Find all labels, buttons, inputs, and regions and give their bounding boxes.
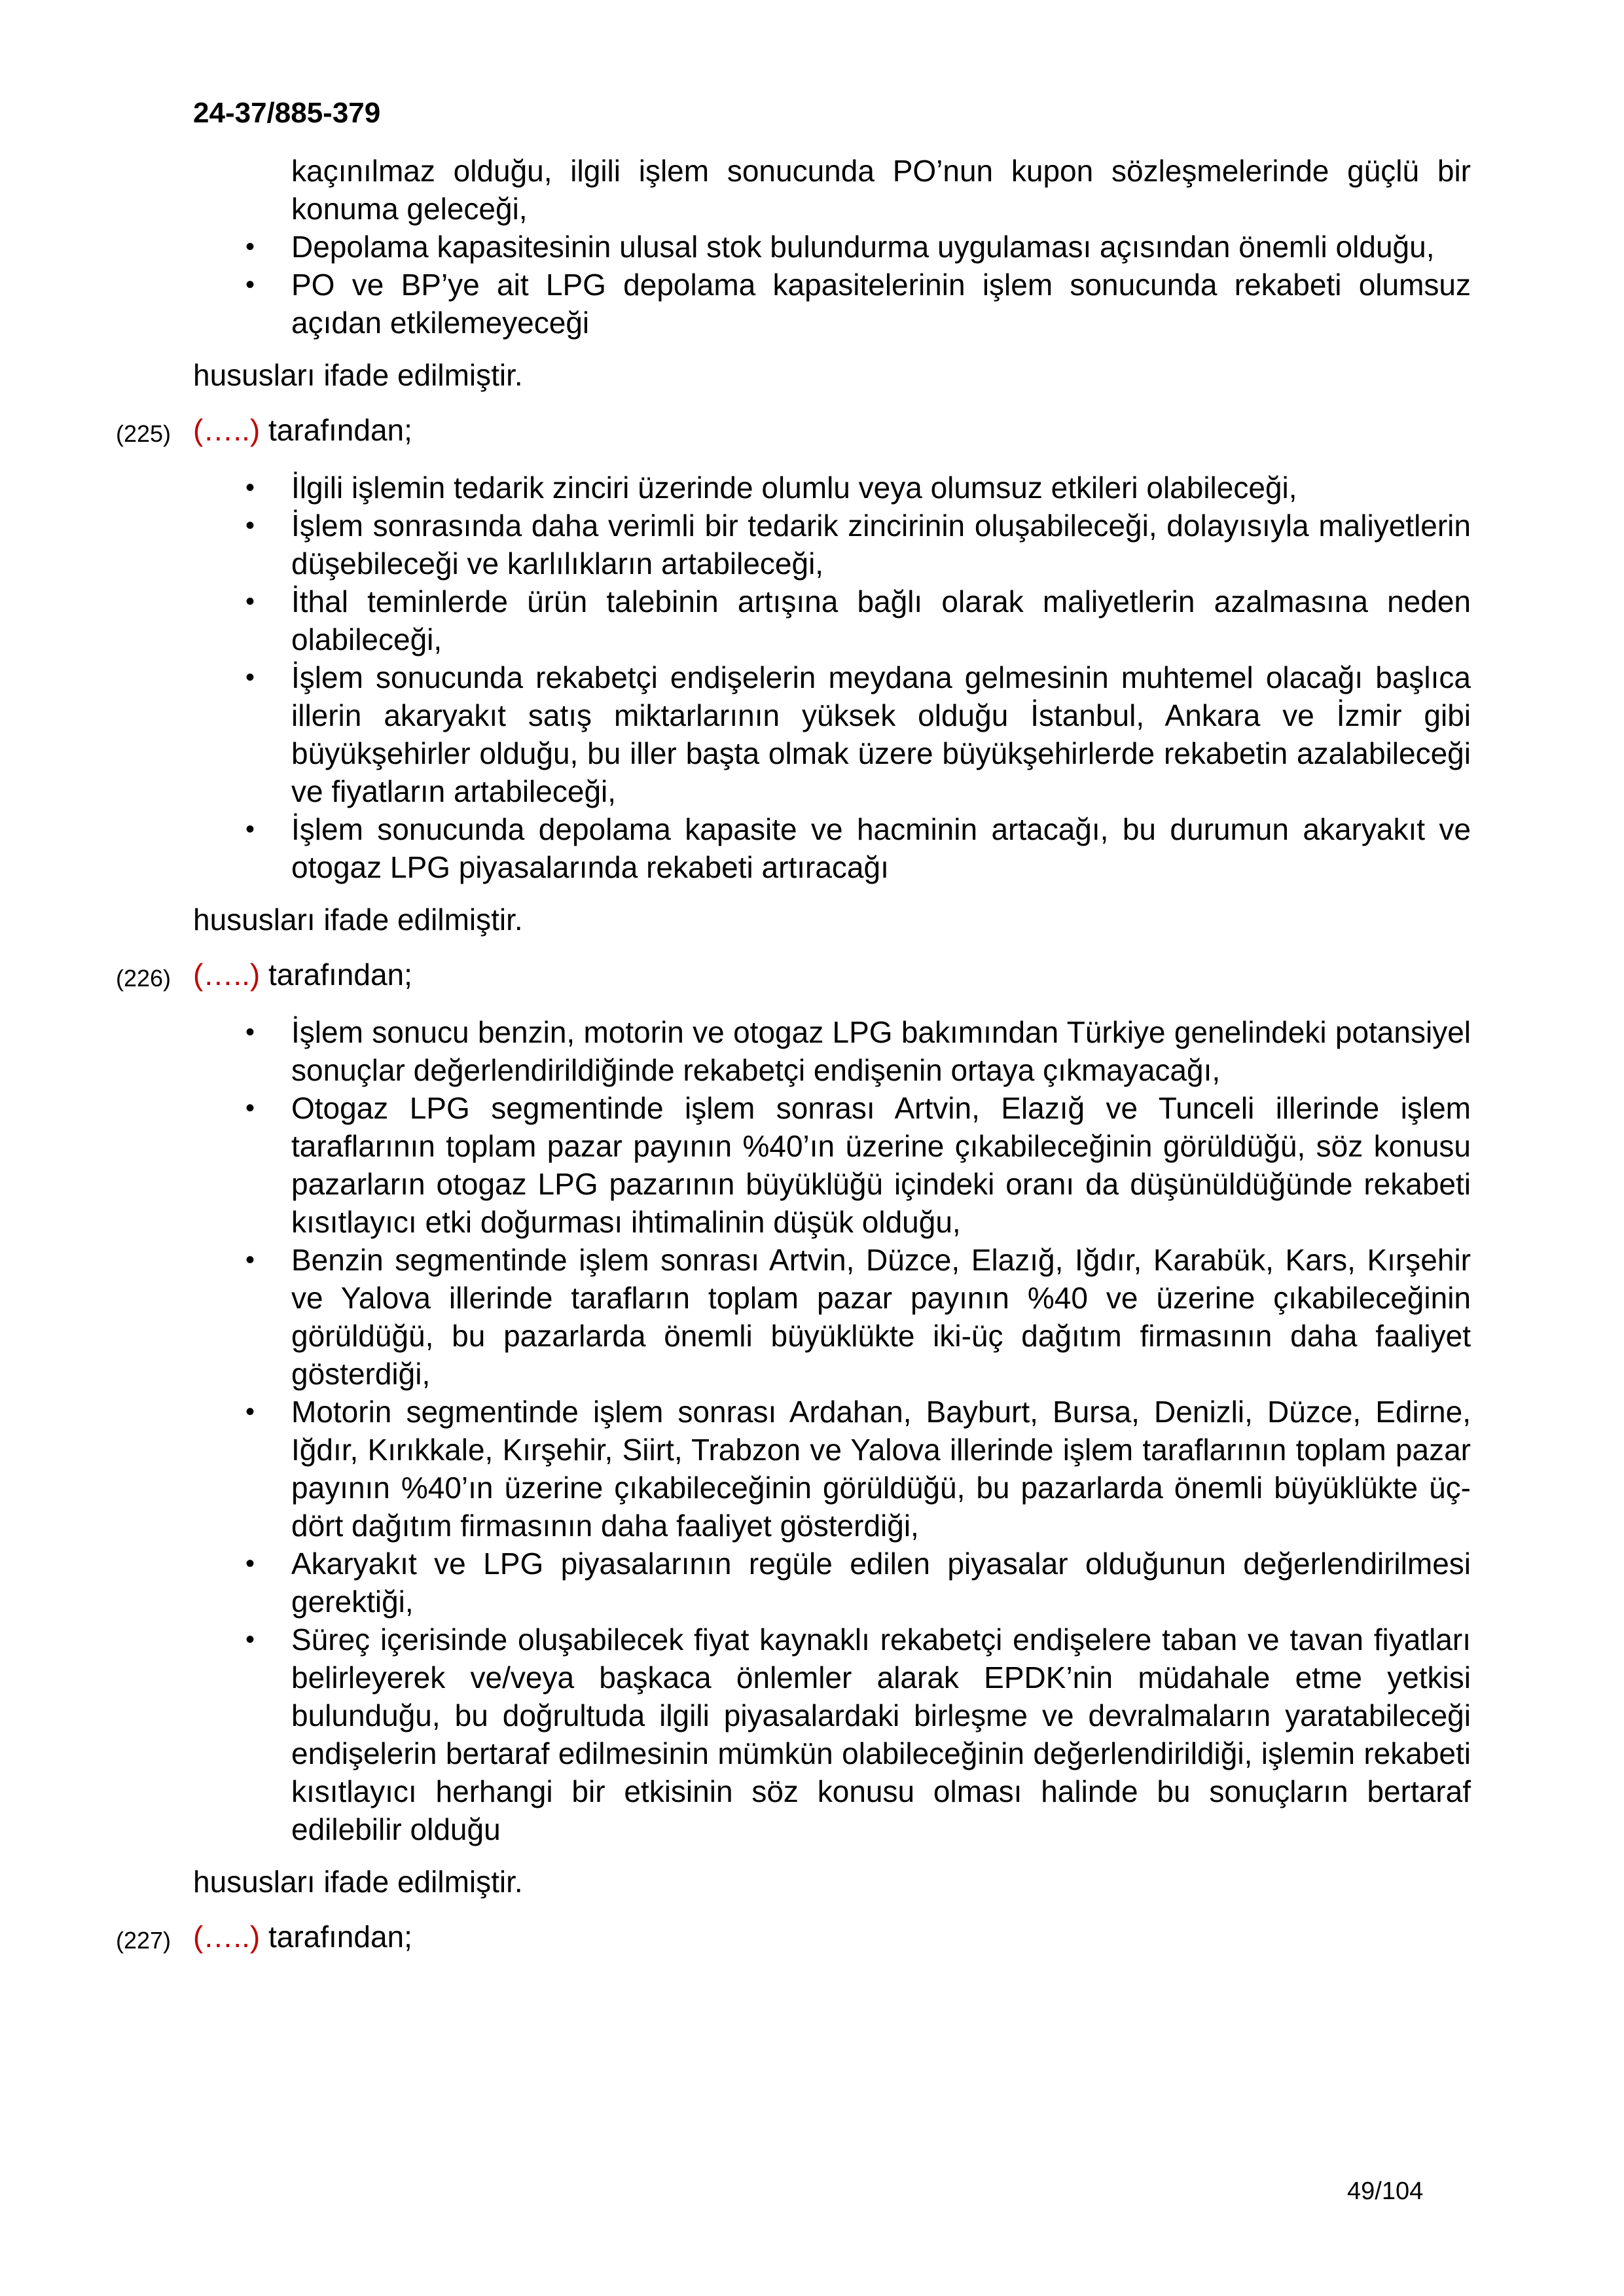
list-item-text: PO ve BP’ye ait LPG depolama kapasitelerinin işlem sonucunda rekabeti olumsuz açıdan etkilemeyeceği — [291, 268, 1471, 340]
paragraph-intro: tarafından; — [268, 413, 412, 447]
bullet-icon: • — [245, 1397, 255, 1426]
paragraph-number: (227) — [116, 1927, 171, 1954]
bullet-icon: • — [245, 815, 255, 844]
list-item-text: Akaryakıt ve LPG piyasalarının regüle edilen piyasalar olduğunun değerlendirilmesi gerektiği, — [291, 1547, 1471, 1619]
list-item — [193, 1393, 1471, 1545]
page-number: 49/104 — [1347, 2178, 1424, 2205]
list-item — [193, 658, 1471, 810]
paragraph-227 — [116, 1918, 1471, 1956]
list-item — [193, 1621, 1471, 1848]
paragraph-number: (226) — [116, 965, 171, 992]
list-item-text: Otogaz LPG segmentinde işlem sonrası Artvin, Elazığ ve Tunceli illerinde işlem taraflarının toplam pazar payının %40’ın üzerine çıkabileceğinin görüldüğü, söz konusu pazarların otogaz LPG pazarının büyüklüğü içindeki oranı da düşünüldüğünde rekabeti kısıtlayıcı etki doğurması ihtimalinin düşük olduğu, — [291, 1091, 1471, 1239]
list-item — [193, 507, 1471, 583]
paragraph-225-bullet-list — [193, 469, 1471, 886]
list-item-text: İlgili işlemin tedarik zinciri üzerinde olumlu veya olumsuz etkileri olabileceği, — [291, 471, 1297, 505]
continuation-line: kaçınılmaz olduğu, ilgili işlem sonucunda PO’nun kupon sözleşmelerinde güçlü bir konuma geleceği, — [291, 154, 1471, 226]
summary-line: hususları ifade edilmiştir. — [193, 903, 523, 937]
list-item-text: İşlem sonucu benzin, motorin ve otogaz LPG bakımından Türkiye genelindeki potansiyel sonuçlar değerlendirildiğinde rekabetçi endişenin ortaya çıkmayacağı, — [291, 1015, 1471, 1087]
bullet-icon: • — [245, 232, 255, 261]
bullet-icon: • — [245, 663, 255, 692]
list-item — [193, 583, 1471, 658]
list-item-text: Motorin segmentinde işlem sonrası Ardahan, Bayburt, Bursa, Denizli, Düzce, Edirne, Iğdır, Kırıkkale, Kırşehir, Siirt, Trabzon ve Yalova illerinde işlem taraflarının toplam pazar payının %40’ın üzerine çıkabileceğinin görüldüğü, bu pazarlarda önemli büyüklükte üç-dört dağıtım firmasının daha faaliyet gösterdiği, — [291, 1395, 1471, 1543]
list-item-text: Süreç içerisinde oluşabilecek fiyat kaynaklı rekabetçi endişelere taban ve tavan fiyatları belirleyerek ve/veya başkaca önlemler alarak EPDK’nin müdahale etme yetkisi bulunduğu, bu doğrultuda ilgili piyasalardaki birleşme ve devralmaların yaratabileceği endişelerin bertaraf edilmesinin mümkün olabileceğinin değerlendirildiği, işlemin rekabeti kısıtlayıcı herhangi bir etkisinin söz konusu olması halinde bu sonuçların bertaraf edilebilir olduğu — [291, 1623, 1471, 1846]
list-item — [193, 1089, 1471, 1241]
paragraph-intro: tarafından; — [268, 958, 412, 992]
bullet-icon: • — [245, 473, 255, 502]
list-item-text: İşlem sonrasında daha verimli bir tedarik zincirinin oluşabileceği, dolayısıyla maliyetlerin düşebileceği ve karlılıkların artabileceği, — [291, 509, 1471, 581]
list-item — [193, 1013, 1471, 1089]
bullet-icon: • — [245, 1549, 255, 1578]
paragraph-intro: tarafından; — [268, 1920, 412, 1954]
bullet-icon: • — [245, 511, 255, 540]
list-item-text: Depolama kapasitesinin ulusal stok bulundurma uygulaması açısından önemli olduğu, — [291, 230, 1435, 264]
list-item — [193, 1545, 1471, 1621]
list-item — [193, 810, 1471, 886]
bullet-icon: • — [245, 270, 255, 299]
list-item — [193, 228, 1471, 266]
continuation-bullet-list — [193, 228, 1471, 342]
summary-line: hususları ifade edilmiştir. — [193, 358, 523, 392]
bullet-icon: • — [245, 1246, 255, 1274]
paragraph-number: (225) — [116, 420, 171, 447]
list-item-text: İthal teminlerde ürün talebinin artışına bağlı olarak maliyetlerin azalmasına neden olabileceği, — [291, 584, 1471, 656]
bullet-icon: • — [245, 1094, 255, 1122]
list-item-text: İşlem sonucunda rekabetçi endişelerin meydana gelmesinin muhtemel olacağı başlıca illerin akaryakıt satış miktarlarının yüksek olduğu İstanbul, Ankara ve İzmir gibi büyükşehirler olduğu, bu iller başta olmak üzere büyükşehirlerde rekabetin azalabileceği ve fiyatların artabileceği, — [291, 660, 1471, 808]
paragraph-226-bullet-list — [193, 1013, 1471, 1848]
redacted-party: (…..) — [193, 958, 261, 992]
document-body — [116, 152, 1471, 1956]
list-item — [193, 266, 1471, 342]
bullet-icon: • — [245, 1625, 255, 1654]
summary-line: hususları ifade edilmiştir. — [193, 1865, 523, 1899]
bullet-icon: • — [245, 587, 255, 616]
redacted-party: (…..) — [193, 1920, 261, 1954]
list-item-text: İşlem sonucunda depolama kapasite ve hacminin artacağı, bu durumun akaryakıt ve otogaz LPG piyasalarında rekabeti artıracağı — [291, 812, 1471, 884]
document-id: 24-37/885-379 — [193, 97, 381, 129]
paragraph-226 — [116, 956, 1471, 994]
bullet-icon: • — [245, 1018, 255, 1047]
redacted-party: (…..) — [193, 413, 261, 447]
list-item — [193, 1241, 1471, 1393]
list-item-text: Benzin segmentinde işlem sonrası Artvin, Düzce, Elazığ, Iğdır, Karabük, Kars, Kırşehir ve Yalova illerinde tarafların toplam pazar payının %40 ve üzerine çıkabileceğinin görüldüğü, bu pazarlarda önemli büyüklükte iki-üç dağıtım firmasının daha faaliyet gösterdiği, — [291, 1243, 1471, 1391]
paragraph-225 — [116, 411, 1471, 449]
list-item — [193, 469, 1471, 507]
